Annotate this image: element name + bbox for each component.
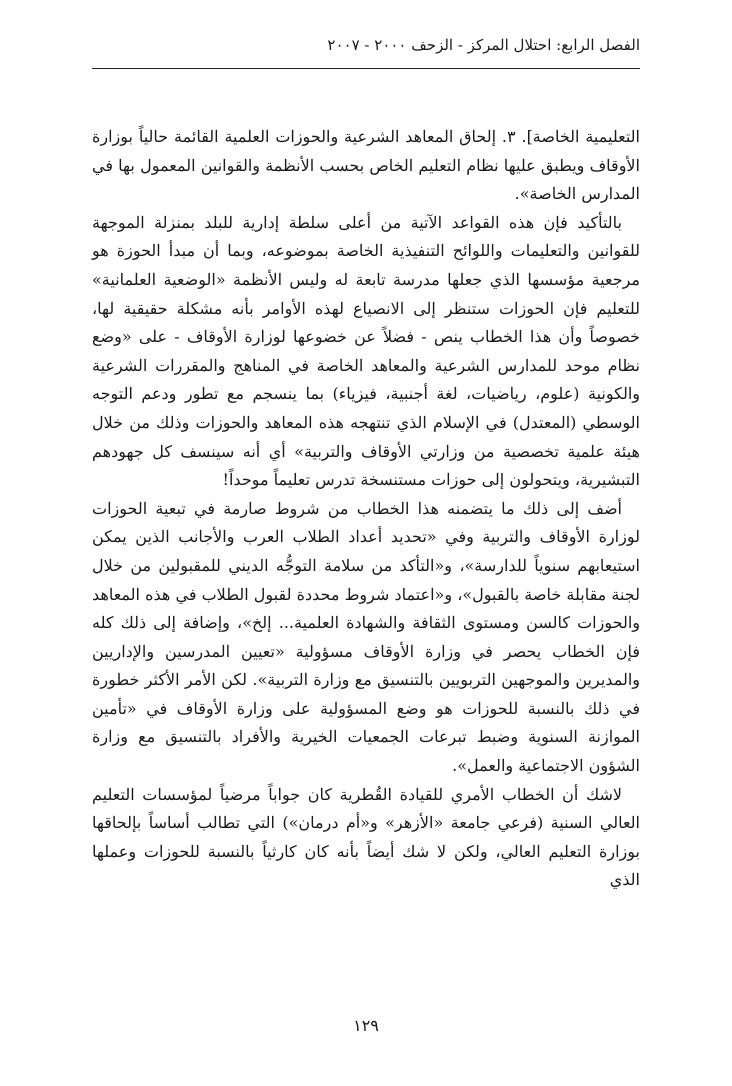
- body-text: [92, 123, 640, 895]
- paragraph: أضف إلى ذلك ما يتضمنه هذا الخطاب من شروط صارمة في تبعية الحوزات لوزارة الأوقاف والتربية وفي «تحديد أعداد الطلاب العرب والأجانب الذين يمكن استيعابهم سنوياً للدارسة»، و«التأكد من سلامة التوجُّه الديني للمقبولين من خلال لجنة مقابلة خاصة بالقبول»، و«اعتماد شروط محددة لقبول الطلاب في هذه المعاهد والحوزات كالسن ومستوى الثقافة والشهادة العلمية... إلخ»، وإضافة إلى ذلك كله فإن الخطاب يحصر في وزارة الأوقاف مسؤولية «تعيين المدرسين والإداريين والمديرين والموجهين التربويين بالتنسيق مع وزارة التربية». لكن الأمر الأكثر خطورة في ذلك بالنسبة للحوزات هو وضع المسؤولية على وزارة الأوقاف في «تأمين الموازنة السنوية وضبط تبرعات الجمعيات الخيرية والأفراد بالتنسيق مع وزارة الشؤون الاجتماعية والعمل».: [92, 498, 640, 776]
- paragraph: بالتأكيد فإن هذه القواعد الآتية من أعلى سلطة إدارية للبلد بمنزلة الموجهة للقوانين والتعليمات واللوائح التنفيذية الخاصة بموضوعه، وبما أن مبدأ الحوزة هو مرجعية مؤسسها الذي جعلها مدرسة تابعة له وليس الأنظمة «الوضعية العلمانية» للتعليم فإن الحوزات ستنظر إلى الانصياع لهذه الأوامر بأنه مشكلة حقيقية لها، خصوصاً وأن هذا الخطاب ينص - فضلاً عن خضوعها لوزارة الأوقاف - على «وضع نظام موحد للمدارس الشرعية والمعاهد الخاصة في المناهج والمقررات الشرعية والكونية (علوم، رياضيات، لغة أجنبية، فيزياء) بما ينسجم مع تطور ودعم التوجه الوسطي (المعتدل) في الإسلام الذي تنتهجه هذه المعاهد والحوزات وذلك من خلال هيئة علمية تخصصية من وزارتي الأوقاف والتربية» أي أنه سينسف كل جهودهم التبشيرية، ويتحولون إلى حوزات مستنسخة تدرس تعليماً موحداً!: [92, 212, 640, 490]
- paragraph: لاشك أن الخطاب الأمري للقيادة القُطرية كان جواباً مرضياً لمؤسسات التعليم العالي السنية (فرعي جامعة «الأزهر» و«أم درمان») التي تطالب أساساً بإلحاقها بوزارة التعليم العالي، ولكن لا شك أيضاً بأنه كان كارثياً بالنسبة للحوزات وعملها الذي: [92, 784, 640, 890]
- running-header: الفصل الرابع: احتلال المركز - الزحف ٢٠٠٠ - ٢٠٠٧: [327, 36, 640, 54]
- header-rule: [92, 68, 640, 69]
- page-number: ١٢٩: [353, 1016, 379, 1035]
- paragraph: التعليمية الخاصة]. ٣. إلحاق المعاهد الشرعية والحوزات العلمية القائمة حالياً بوزارة الأوقاف ويطبق عليها نظام التعليم الخاص بحسب الأنظمة والقوانين المعمول بها في المدارس الخاصة».: [92, 127, 640, 204]
